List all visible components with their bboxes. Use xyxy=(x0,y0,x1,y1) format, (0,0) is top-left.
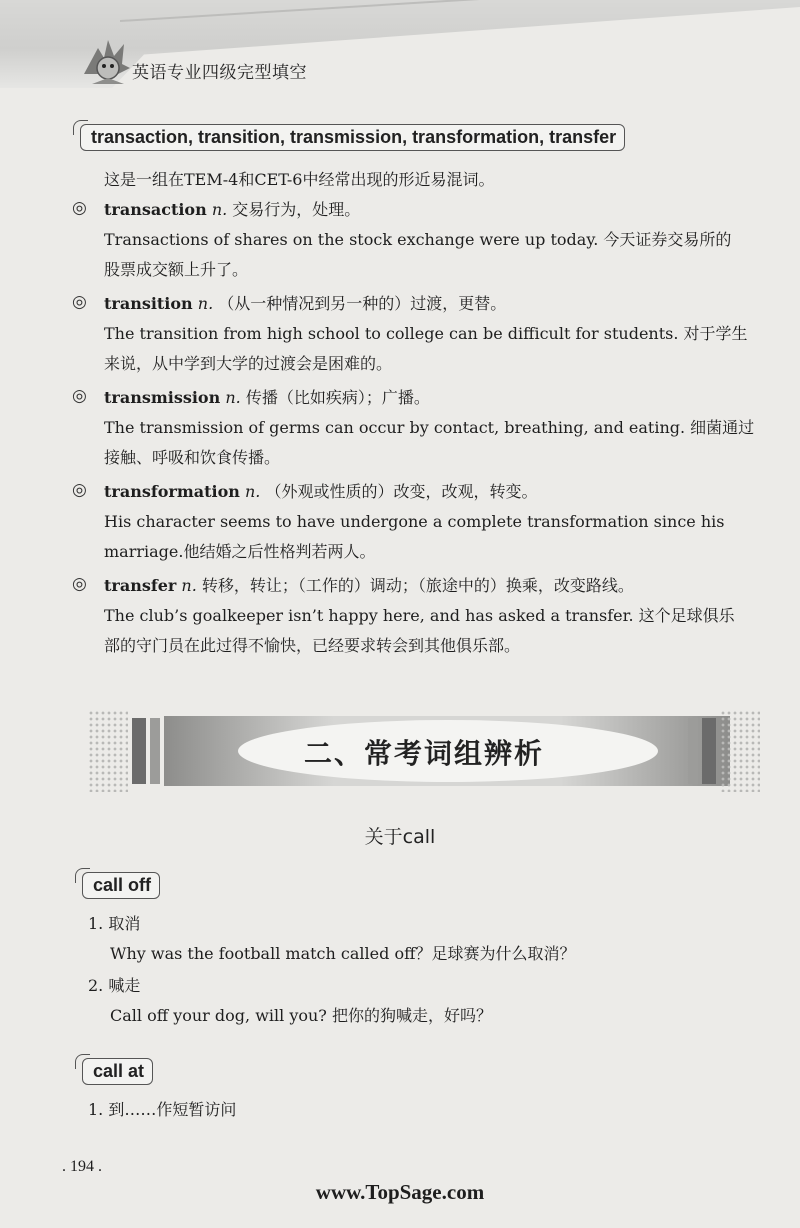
entry-meaning: （从一种情况到另一种的）过渡，更替。 xyxy=(218,294,507,313)
sense-label: 1. 到……作短暂访问 xyxy=(88,1100,237,1119)
entry-pos: n. xyxy=(244,482,261,501)
bullet-circle-icon: ◎ xyxy=(72,198,87,218)
entry-example-line: marriage.他结婚之后性格判若两人。 xyxy=(104,542,376,561)
entry-word: transfer xyxy=(104,576,177,595)
entry-meaning: 传播（比如疾病）；广播。 xyxy=(245,388,430,407)
term-box-text: call off xyxy=(93,875,152,895)
bullet-circle-icon: ◎ xyxy=(72,386,87,406)
term-box-text: call at xyxy=(93,1061,145,1081)
entry-example-line: His character seems to have undergone a complete transformation since his xyxy=(104,512,725,531)
sense-label: 1. 取消 xyxy=(88,914,141,933)
entry-word: transaction xyxy=(104,200,207,219)
section-title: 二、常考词组辨析 xyxy=(303,737,544,770)
bullet-circle-icon: ◎ xyxy=(72,480,87,500)
sense-example: Call off your dog, will you? 把你的狗喊走，好吗？ xyxy=(110,1006,492,1025)
entry-pos: n. xyxy=(211,200,228,219)
entry-example-line: Transactions of shares on the stock exchange were up today. 今天证券交易所的 xyxy=(104,230,732,249)
entry-meaning: 交易行为，处理。 xyxy=(232,200,361,219)
entry-headline xyxy=(104,198,360,222)
bullet-circle-icon: ◎ xyxy=(72,292,87,312)
term-box-hook xyxy=(75,1054,90,1069)
entry-example-line: 来说，从中学到大学的过渡会是困难的。 xyxy=(104,354,393,373)
term-box-text: transaction, transition, transmission, transformation, transfer xyxy=(91,127,617,147)
section-banner xyxy=(88,710,760,792)
entry-example-line: 股票成交额上升了。 xyxy=(104,260,249,279)
term-box-trans-group xyxy=(80,124,625,151)
subheading: 关于call xyxy=(364,826,436,848)
entry-example-line: The transition from high school to college can be difficult for students. 对于学生 xyxy=(104,324,748,343)
entry-headline xyxy=(104,292,506,316)
entry-word: transmission xyxy=(104,388,221,407)
entry-example-line: The club’s goalkeeper isn’t happy here, and has asked a transfer. 这个足球俱乐 xyxy=(104,606,735,625)
intro-text: 这是一组在TEM-4和CET-6中经常出现的形近易混词。 xyxy=(104,170,495,189)
page-number: . 194 . xyxy=(62,1158,102,1175)
term-box-call-off xyxy=(82,872,160,899)
entry-headline xyxy=(104,574,634,598)
entry-example-line: 部的守门员在此过得不愉快，已经要求转会到其他俱乐部。 xyxy=(104,636,521,655)
bullet-circle-icon: ◎ xyxy=(72,574,87,594)
term-box-hook xyxy=(75,868,90,883)
entry-headline xyxy=(104,386,430,410)
sense-example: Why was the football match called off？足球赛为什么取消？ xyxy=(110,944,576,963)
entry-example-line: The transmission of germs can occur by contact, breathing, and eating. 细菌通过 xyxy=(104,418,755,437)
entry-pos: n. xyxy=(225,388,241,407)
entry-pos: n. xyxy=(181,576,197,595)
sense-label: 2. 喊走 xyxy=(88,976,141,995)
term-box-call-at xyxy=(82,1058,153,1085)
mascot-icon xyxy=(78,34,134,90)
entry-word: transition xyxy=(104,294,193,313)
entry-headline xyxy=(104,480,537,504)
entry-meaning: （外观或性质的）改变，改观，转变。 xyxy=(265,482,538,501)
entry-pos: n. xyxy=(197,294,214,313)
term-box-hook xyxy=(73,120,88,135)
footer-url: www.TopSage.com xyxy=(315,1180,485,1204)
entry-example-line: 接触、呼吸和饮食传播。 xyxy=(104,448,281,467)
entry-meaning: 转移，转让；（工作的）调动；（旅途中的）换乘，改变路线。 xyxy=(201,576,634,595)
header-title: 英语专业四级完型填空 xyxy=(132,63,307,83)
entry-word: transformation xyxy=(104,482,240,501)
